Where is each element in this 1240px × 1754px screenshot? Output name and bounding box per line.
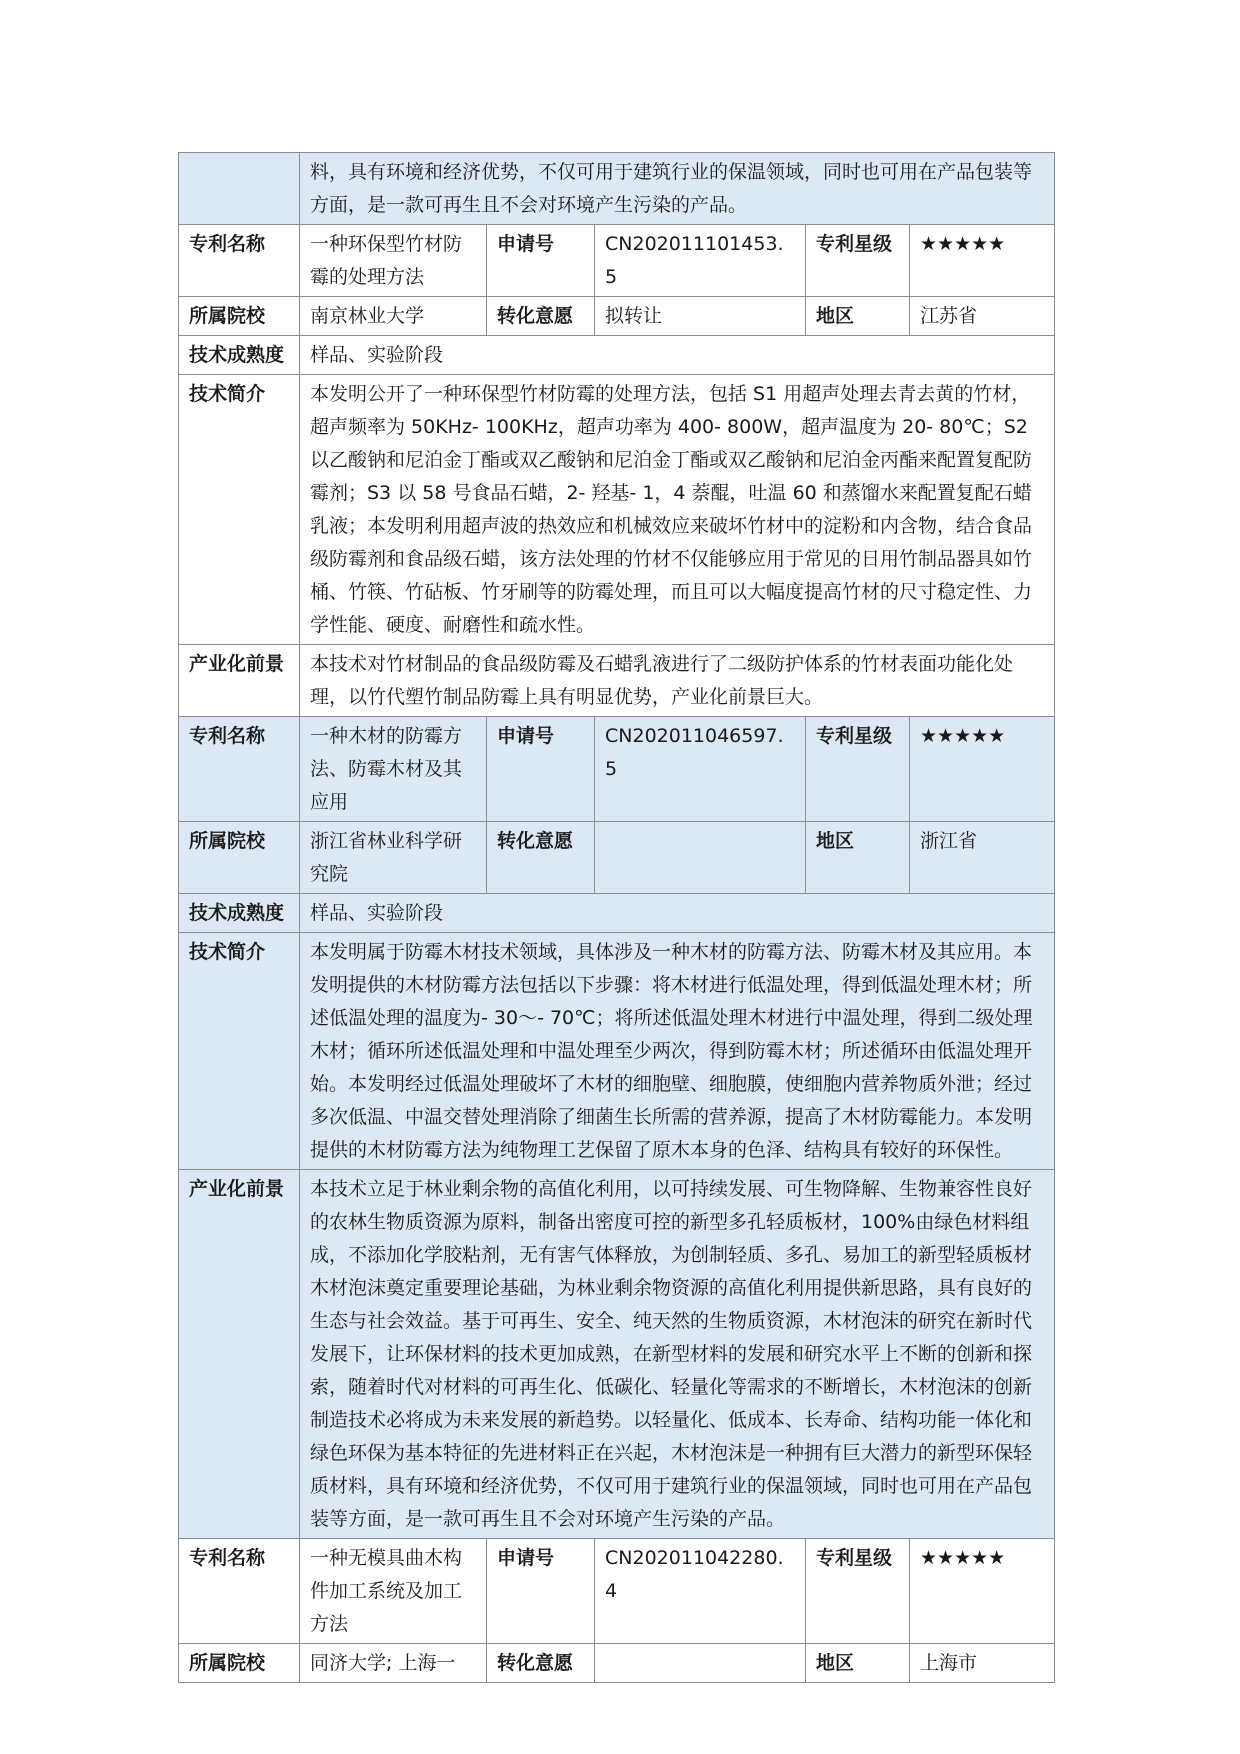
patent-2-application-no: CN202011046597.5 [595,717,806,822]
continuation-text: 料，具有环境和经济优势，不仅可用于建筑行业的保温领域，同时也可用在产品包装等方面，是一款可再生且不会对环境产生污染的产品。 [300,153,1055,225]
patent-2-transfer-intent [595,822,806,894]
patent-name-label: 专利名称 [179,1539,300,1644]
patent-2-prospect-row [179,1170,1055,1539]
patent-1-rating: ★★★★★ [910,225,1055,297]
patent-1-application-no: CN202011101453.5 [595,225,806,297]
maturity-label: 技术成熟度 [179,336,300,375]
continuation-row [179,153,1055,225]
patent-3-region: 上海市 [910,1644,1055,1683]
application-no-label: 申请号 [487,225,595,297]
patent-3-transfer-intent [595,1644,806,1683]
patent-3-institution-row [179,1644,1055,1683]
patent-1-prospect-row [179,645,1055,717]
patent-3-application-no: CN202011042280.4 [595,1539,806,1644]
patent-3-institution: 同济大学; 上海一 [300,1644,487,1683]
patent-rating-label: 专利星级 [806,717,910,822]
transfer-intent-label: 转化意愿 [487,297,595,336]
patent-3-rating: ★★★★★ [910,1539,1055,1644]
page-content [178,152,1054,1683]
prospect-label: 产业化前景 [179,1170,300,1539]
patent-1-transfer-intent: 拟转让 [595,297,806,336]
patent-2-region: 浙江省 [910,822,1055,894]
institution-label: 所属院校 [179,1644,300,1683]
patent-1-summary: 本发明公开了一种环保型竹材防霉的处理方法，包括 S1 用超声处理去青去黄的竹材，超声频率为 50KHz- 100KHz，超声功率为 400- 800W，超声温度为 20- 80℃；S2 以乙酸钠和尼泊金丁酯或双乙酸钠和尼泊金丁酯或双乙酸钠和尼泊金丙酯来配置复配防霉剂；S3 以 58 号食品石蜡，2- 羟基- 1，4 萘醌，吐温 60 和蒸馏水来配置复配石蜡乳液；本发明利用超声波的热效应和机械效应来破坏竹材中的淀粉和内含物，结合食品级防霉剂和食品级石蜡，该方法处理的竹材不仅能够应用于常见的日用竹制品器具如竹桶、竹筷、竹砧板、竹牙刷等的防霉处理，而且可以大幅度提高竹材的尺寸稳定性、力学性能、硬度、耐磨性和疏水性。 [300,375,1055,645]
patent-2-name: 一种木材的防霉方法、防霉木材及其应用 [300,717,487,822]
transfer-intent-label: 转化意愿 [487,1644,595,1683]
continuation-label-cell [179,153,300,225]
patent-2-rating: ★★★★★ [910,717,1055,822]
patent-2-maturity: 样品、实验阶段 [300,894,1055,933]
patent-1-maturity: 样品、实验阶段 [300,336,1055,375]
patent-2-summary-row [179,933,1055,1170]
patent-1-summary-row [179,375,1055,645]
patent-2-summary: 本发明属于防霉木材技术领域，具体涉及一种木材的防霉方法、防霉木材及其应用。本发明提供的木材防霉方法包括以下步骤：将木材进行低温处理，得到低温处理木材；所述低温处理的温度为- 30～- 70℃；将所述低温处理木材进行中温处理，得到二级处理木材；循环所述低温处理和中温处理至少两次，得到防霉木材；所述循环由低温处理开始。本发明经过低温处理破坏了木材的细胞壁、细胞膜，使细胞内营养物质外泄；经过多次低温、中温交替处理消除了细菌生长所需的营养源，提高了木材防霉能力。本发明提供的木材防霉方法为纯物理工艺保留了原木本身的色泽、结构具有较好的环保性。 [300,933,1055,1170]
patent-2-prospect: 本技术立足于林业剩余物的高值化利用，以可持续发展、可生物降解、生物兼容性良好的农林生物质资源为原料，制备出密度可控的新型多孔轻质板材，100%由绿色材料组成，不添加化学胶粘剂，无有害气体释放，为创制轻质、多孔、易加工的新型轻质板材木材泡沫奠定重要理论基础，为林业剩余物资源的高值化利用提供新思路，具有良好的生态与社会效益。基于可再生、安全、纯天然的生物质资源，木材泡沫的研究在新时代发展下，让环保材料的技术更加成熟，在新型材料的发展和研究水平上不断的创新和探索，随着时代对材料的可再生化、低碳化、轻量化等需求的不断增长，木材泡沫的创新制造技术必将成为未来发展的新趋势。以轻量化、低成本、长寿命、结构功能一体化和绿色环保为基本特征的先进材料正在兴起，木材泡沫是一种拥有巨大潜力的新型环保轻质材料，具有环境和经济优势，不仅可用于建筑行业的保温领域，同时也可用在产品包装等方面，是一款可再生且不会对环境产生污染的产品。 [300,1170,1055,1539]
patent-name-label: 专利名称 [179,717,300,822]
patent-2-institution: 浙江省林业科学研究院 [300,822,487,894]
patent-rating-label: 专利星级 [806,1539,910,1644]
maturity-label: 技术成熟度 [179,894,300,933]
patent-table [178,152,1055,1683]
summary-label: 技术简介 [179,375,300,645]
prospect-label: 产业化前景 [179,645,300,717]
patent-1-institution-row [179,297,1055,336]
patent-1-institution: 南京林业大学 [300,297,487,336]
patent-1-maturity-row [179,336,1055,375]
institution-label: 所属院校 [179,297,300,336]
application-no-label: 申请号 [487,1539,595,1644]
patent-1-region: 江苏省 [910,297,1055,336]
application-no-label: 申请号 [487,717,595,822]
patent-2-name-row [179,717,1055,822]
patent-3-name: 一种无模具曲木构件加工系统及加工方法 [300,1539,487,1644]
patent-1-name-row [179,225,1055,297]
patent-2-maturity-row [179,894,1055,933]
summary-label: 技术简介 [179,933,300,1170]
patent-3-name-row [179,1539,1055,1644]
region-label: 地区 [806,822,910,894]
patent-rating-label: 专利星级 [806,225,910,297]
patent-name-label: 专利名称 [179,225,300,297]
patent-1-prospect: 本技术对竹材制品的食品级防霉及石蜡乳液进行了二级防护体系的竹材表面功能化处理，以竹代塑竹制品防霉上具有明显优势，产业化前景巨大。 [300,645,1055,717]
patent-2-institution-row [179,822,1055,894]
region-label: 地区 [806,1644,910,1683]
patent-1-name: 一种环保型竹材防霉的处理方法 [300,225,487,297]
region-label: 地区 [806,297,910,336]
institution-label: 所属院校 [179,822,300,894]
transfer-intent-label: 转化意愿 [487,822,595,894]
